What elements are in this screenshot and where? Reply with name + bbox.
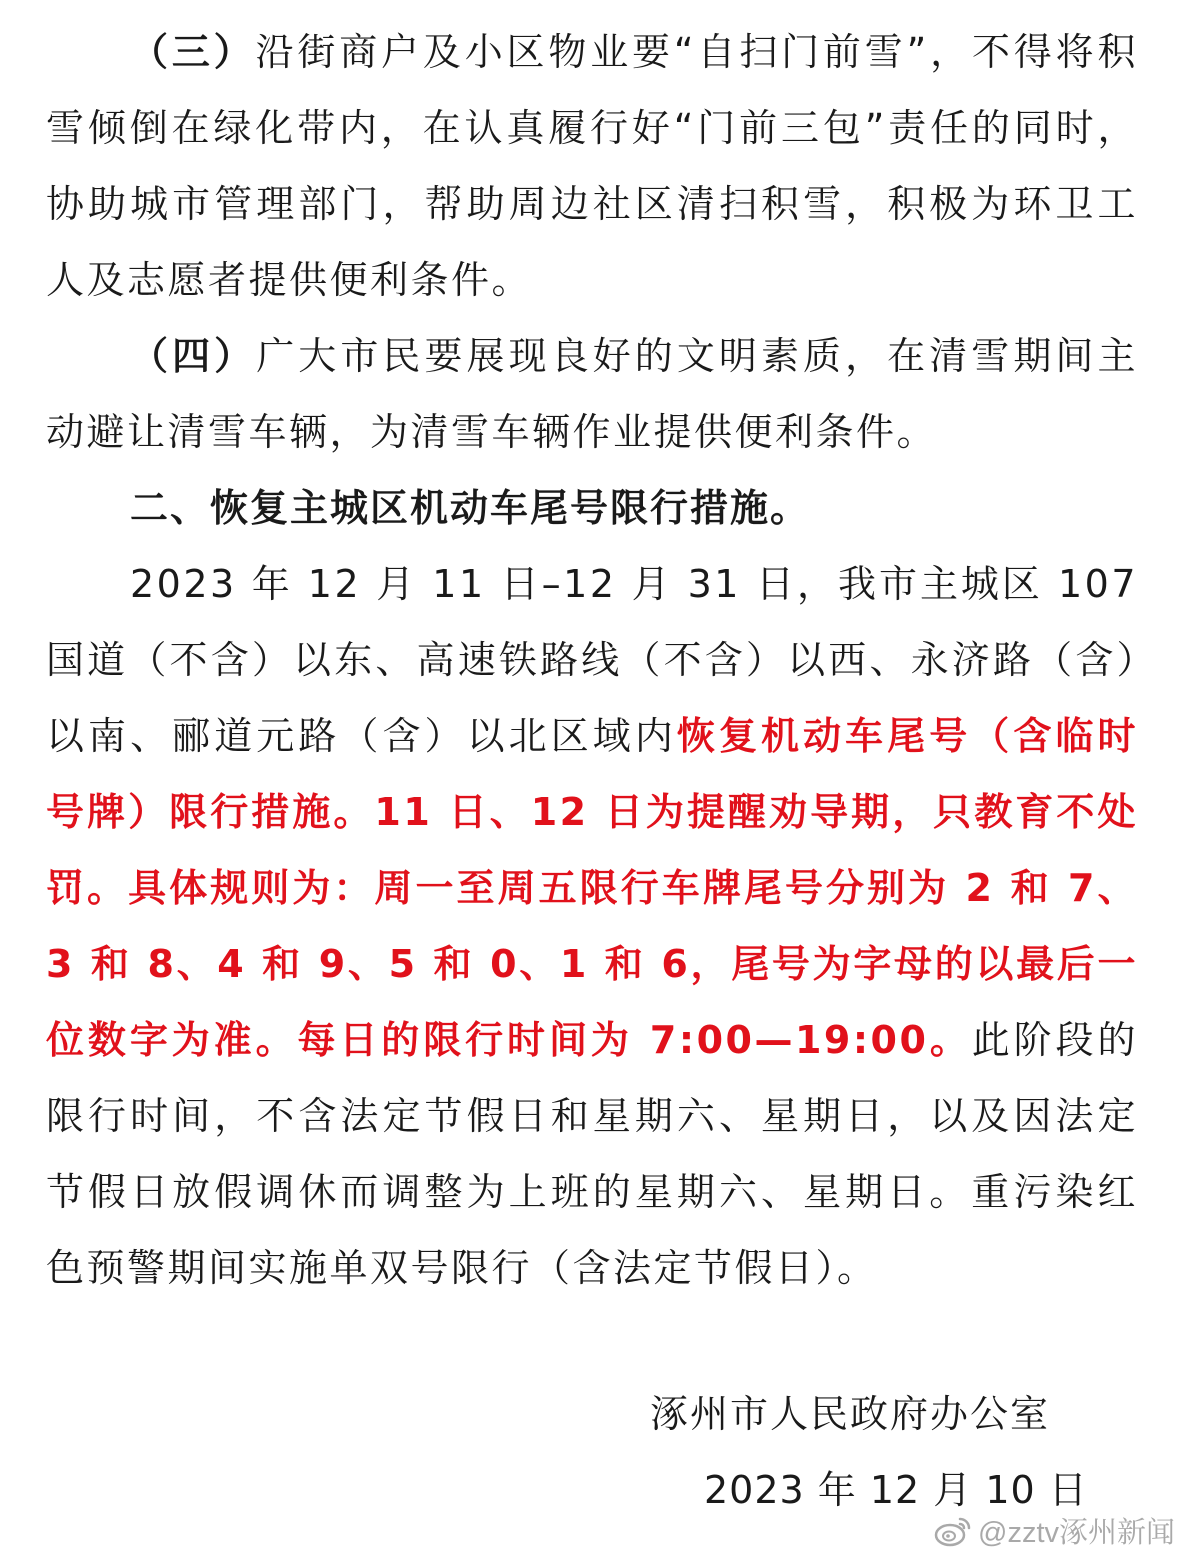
signature-org: 涿州市人民政府办公室 — [650, 1392, 1051, 1436]
weibo-icon — [934, 1515, 972, 1547]
document-body — [46, 14, 1138, 1306]
signature-date: 2023 年 12 月 10 日 — [704, 1468, 1088, 1512]
section-heading-2: 二、恢复主城区机动车尾号限行措施。 — [130, 486, 811, 530]
item-4-text: 广大市民要展现良好的文明素质，在清雪期间主动避让清雪车辆，为清雪车辆作业提供便利条件。 — [46, 334, 1138, 454]
paragraph-item-4 — [46, 318, 1138, 470]
watermark-text: @zztv涿州新闻 — [978, 1517, 1175, 1549]
watermark — [934, 1510, 1175, 1551]
item-4-marker: （四） — [130, 334, 257, 378]
paragraph-restriction — [46, 546, 1138, 1306]
restriction-intro-text: 2023 年 12 月 11 日–12 月 31 日，我市主城区 107 国道（不含）以东、高速铁路线（不含）以西、永济路（含）以南、郦道元路（含）以北区域内 — [46, 562, 1138, 758]
item-3-marker: （三） — [130, 30, 256, 74]
restriction-highlight-text: 恢复机动车尾号（含临时号牌）限行措施。11 日、12 日为提醒劝导期，只教育不处罚。具体规则为：周一至周五限行车牌尾号分别为 2 和 7、3 和 8、4 和 9、5 和 0、1 和 6，尾号为字母的以最后一位数字为准。每日的限行时间为 7:00—19:00。 — [46, 714, 1138, 1062]
item-3-text: 沿街商户及小区物业要“自扫门前雪”，不得将积雪倾倒在绿化带内，在认真履行好“门前三包”责任的同时，协助城市管理部门，帮助周边社区清扫积雪，积极为环卫工人及志愿者提供便利条件。 — [46, 30, 1138, 302]
restriction-tail-text: 此阶段的限行时间，不含法定节假日和星期六、星期日，以及因法定节假日放假调休而调整为上班的星期六、星期日。重污染红色预警期间实施单双号限行（含法定节假日）。 — [46, 1018, 1138, 1290]
paragraph-item-3 — [46, 14, 1138, 318]
